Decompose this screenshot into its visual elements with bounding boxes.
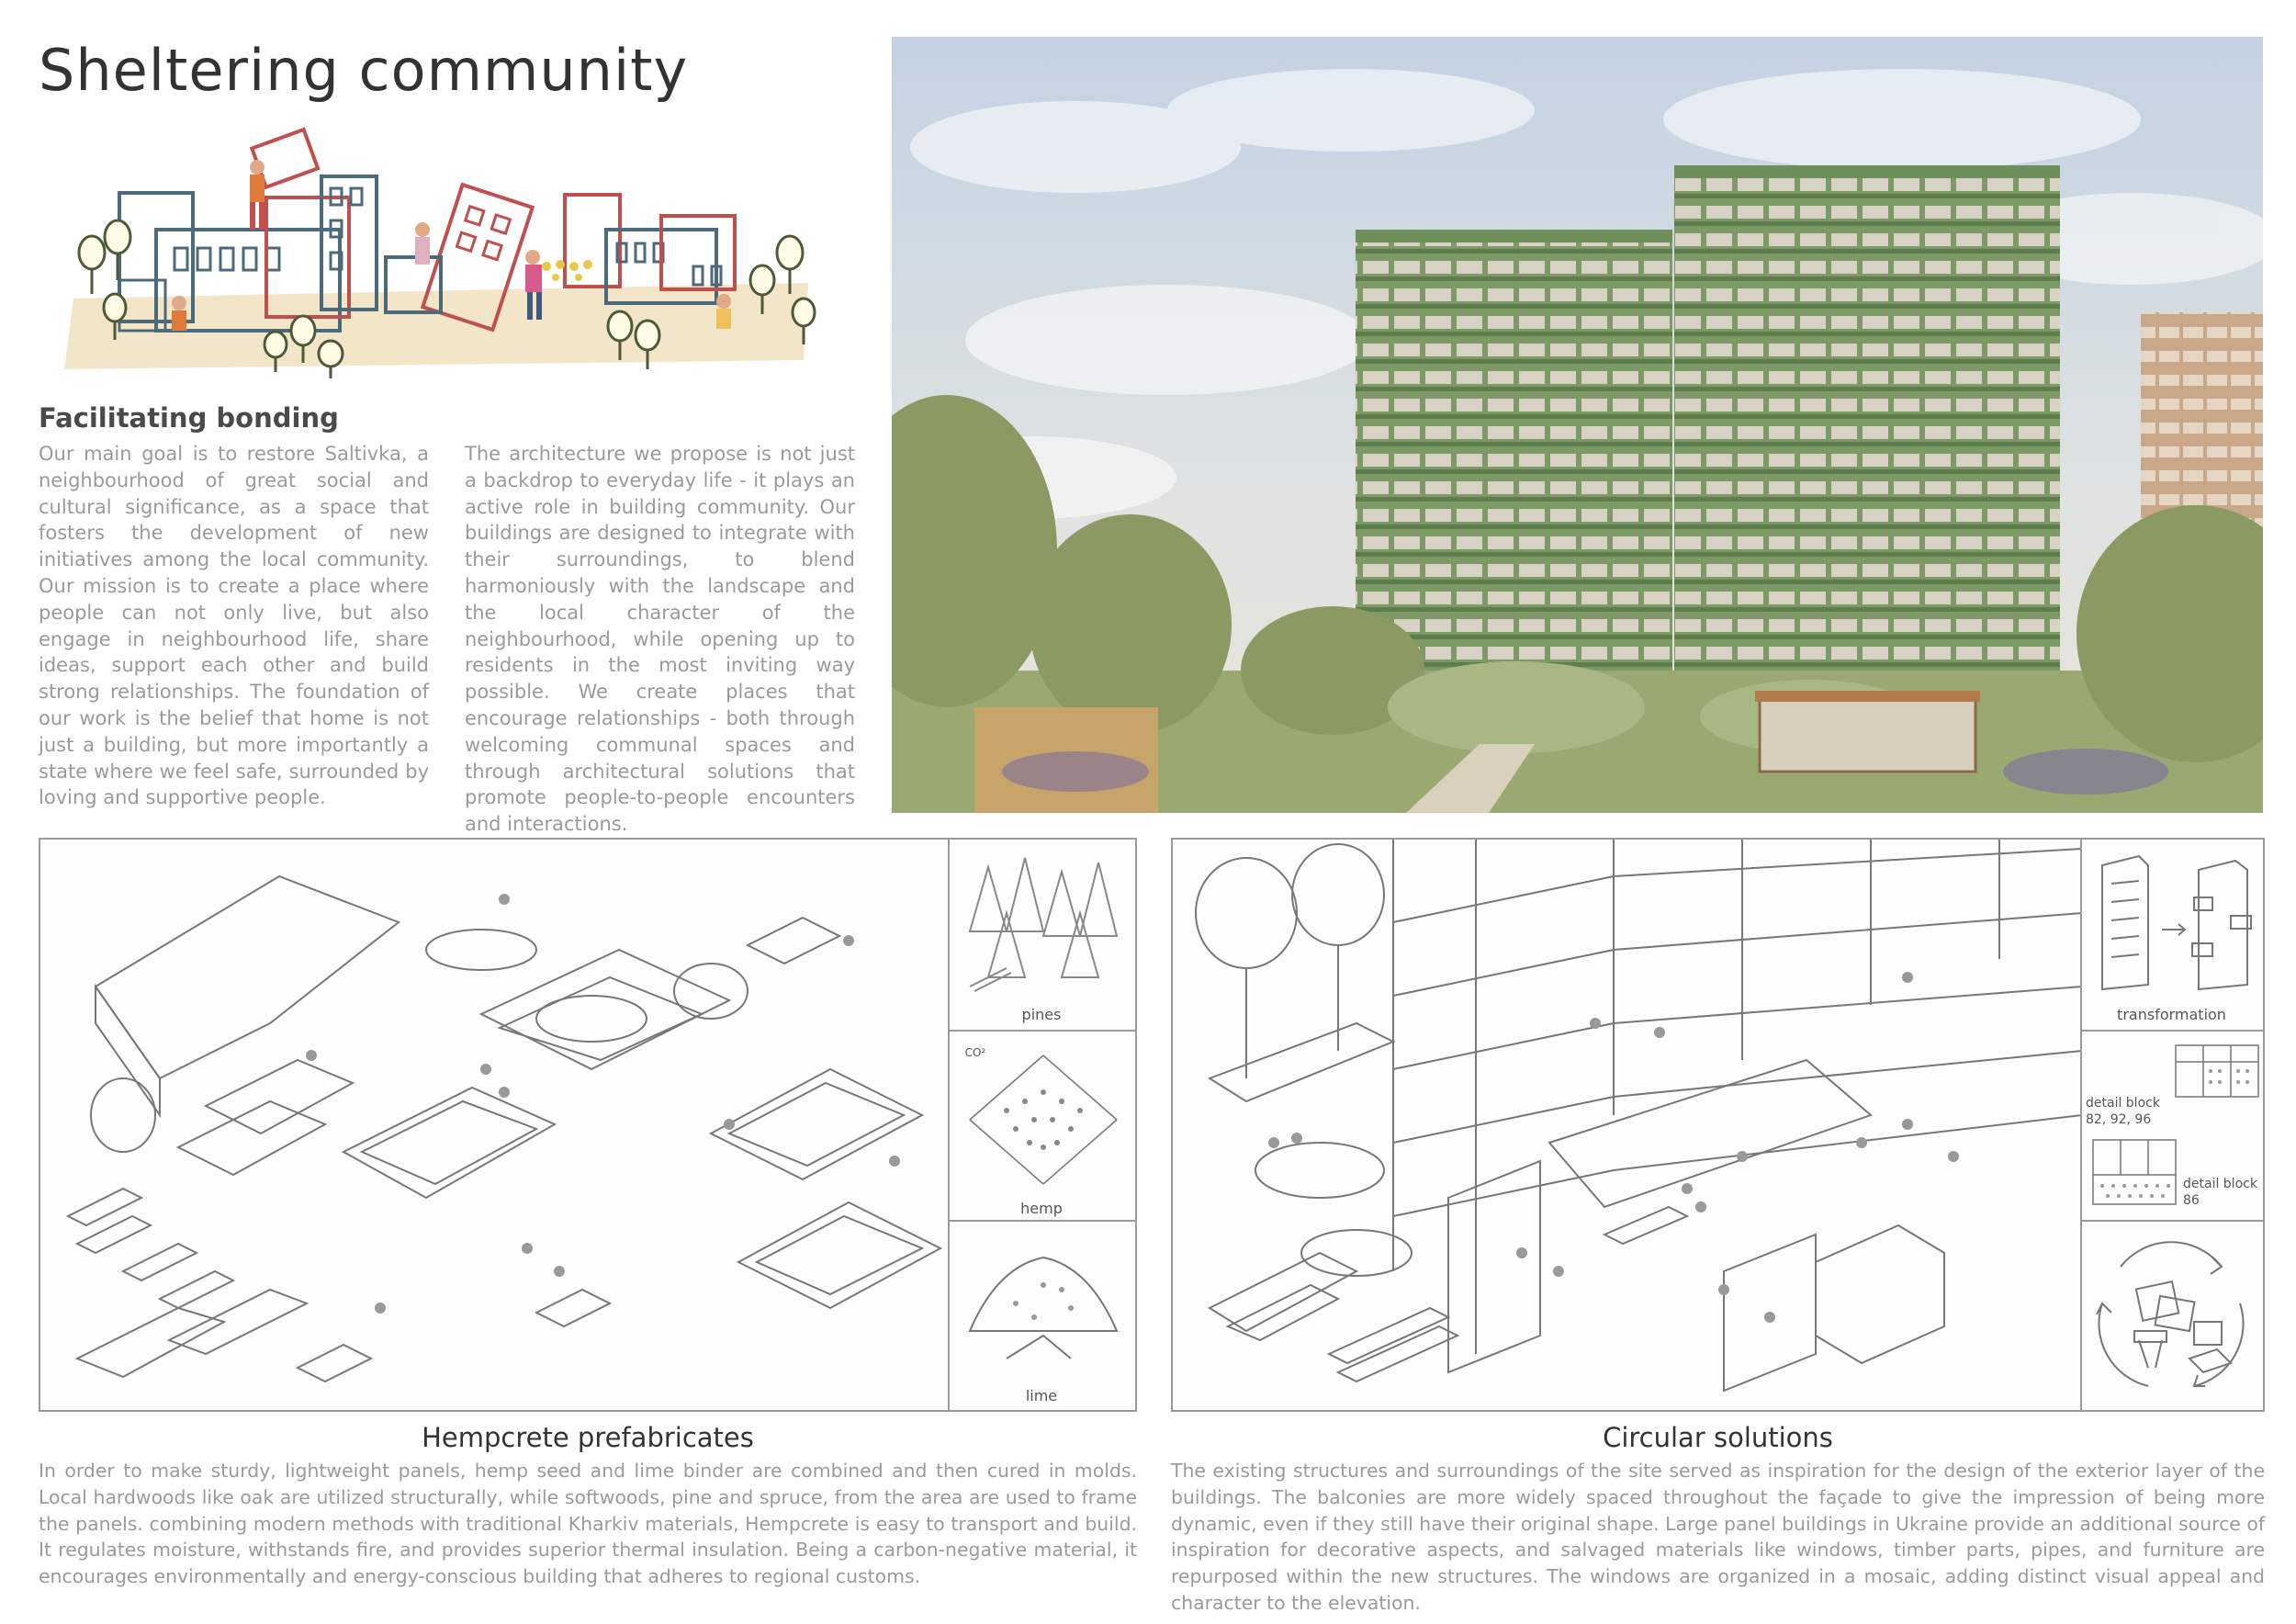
pines-icon: [951, 849, 1131, 996]
legend-divider: [948, 840, 950, 1410]
legend-divider: [2080, 1220, 2263, 1222]
detail-block-2-label: detail block 86: [2183, 1177, 2257, 1208]
transformation-label: transformation: [2117, 1006, 2226, 1023]
hempcrete-caption: Hempcrete prefabricates: [422, 1422, 754, 1453]
legend-divider: [948, 1220, 1135, 1222]
section-subheading: Facilitating bonding: [39, 402, 339, 434]
transformation-icon: [2084, 847, 2260, 998]
circular-caption: Circular solutions: [1603, 1422, 1833, 1453]
page-title: Sheltering community: [39, 37, 689, 104]
circular-panel: [1171, 838, 2265, 1412]
co2-label: CO²: [964, 1046, 986, 1059]
legend-divider: [948, 1030, 1135, 1032]
lime-icon: [951, 1230, 1131, 1382]
community-illustration: [55, 119, 836, 386]
intro-paragraph-1: Our main goal is to restore Saltivka, a neighbourhood of great social and cultural significance, as a space that fosters the development of new initiatives among the local community. Our mission is to create a place where people can not only live, but also engage in neighbourhood life, share ideas, support each other and build strong relationships. The foundation of our work is the belief that home is not just a building, but more importantly a state where we feel safe, surrounded by loving and supportive people.: [39, 443, 429, 809]
hempcrete-panel: [39, 838, 1137, 1412]
legend-divider: [2080, 1030, 2263, 1032]
detail-block-1-label: detail block 82, 92, 96: [2086, 1096, 2160, 1127]
detail-block-1-icon: [2174, 1043, 2261, 1099]
circular-paragraph: The existing structures and surroundings of the site served as inspiration for the design of the exterior layer of the buildings. The balconies are more widely spaced throughout the façade to give the impression of being more dynamic, even if they still have their original shape. Large panel buildings in Ukraine provide an additional source of inspiration for decorative aspects, and salvaged materials like windows, timber parts, pipes, and furniture are repurposed within the new structures. The windows are organized in a mosaic, adding distinct visual appeal and character to the elevation.: [1171, 1460, 2265, 1614]
detail-block-2-icon: [2091, 1138, 2178, 1207]
reuse-cycle-icon: [2084, 1230, 2260, 1404]
lime-label: lime: [1025, 1387, 1058, 1404]
hemp-label: hemp: [1020, 1200, 1063, 1217]
tower-rendering: [892, 37, 2263, 813]
pines-label: pines: [1021, 1006, 1062, 1023]
legend-divider: [2080, 840, 2082, 1410]
hemp-icon: [951, 1037, 1131, 1193]
circular-axonometric-drawing: [1173, 840, 2082, 1410]
hempcrete-axonometric-drawing: [40, 840, 950, 1410]
hempcrete-paragraph: In order to make sturdy, lightweight panels, hemp seed and lime binder are combined and then cured in molds. Local hardwoods like oak are utilized structurally, while softwoods, pine and spruce, from the area are used to frame the panels. combining modern methods with traditional Kharkiv materials, Hempcrete is easy to transport and build. It regulates moisture, withstands fire, and provides superior thermal insulation. Being a carbon-negative material, it encourages environmentally and energy-conscious building that adheres to regional customs.: [39, 1460, 1137, 1588]
intro-paragraph-2: The architecture we propose is not just a backdrop to everyday life - it plays an active role in building community. Our buildings are designed to integrate with their surroundings, to blend harmoniously with the landscape and the local character of the neighbourhood, while opening up to residents in the most inviting way possible. We create places that encourage relationships - both through welcoming communal spaces and through architectural solutions that promote people-to-people encounters and interactions.: [465, 443, 855, 836]
